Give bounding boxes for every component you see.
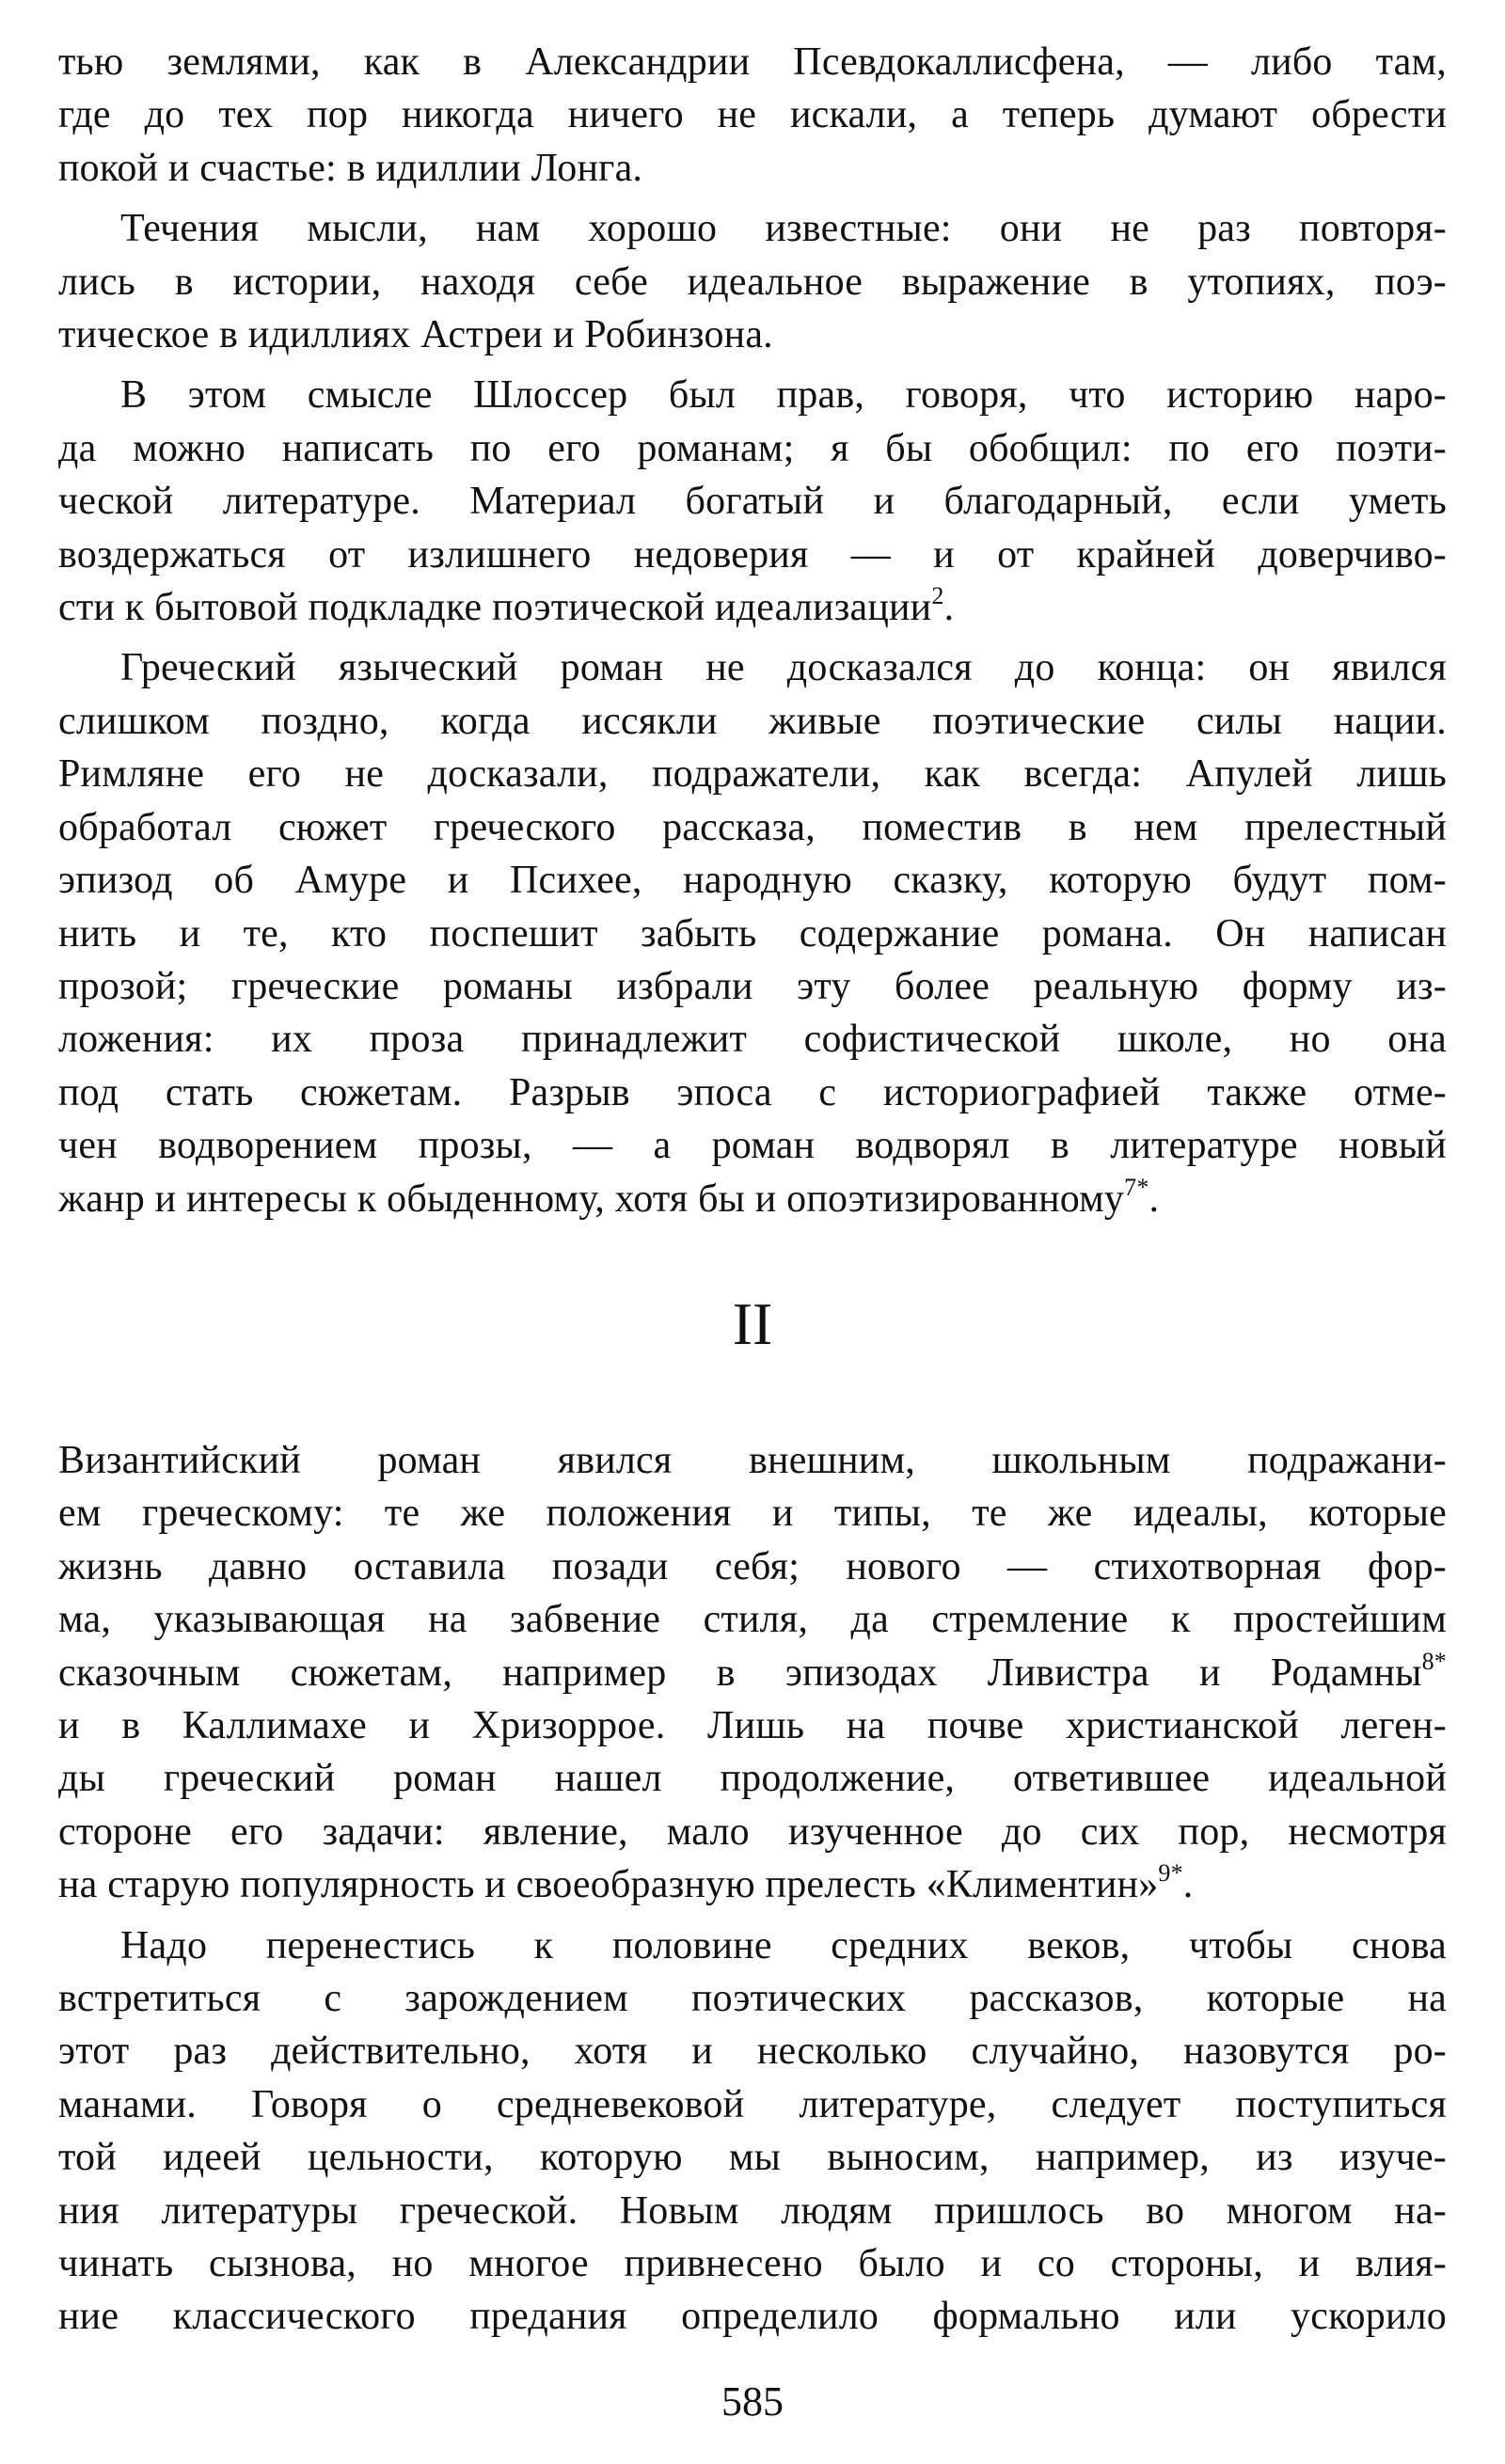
text-line-content: на старую популярность и своеобразную прелесть «Климентин» [58,1863,1159,1907]
text-line: воздержаться от излишнего недоверия — и от крайней доверчиво- [58,532,1447,577]
text-line: ние классического предания определило формально или ускорило [58,2295,1447,2339]
text-line-content: сказочным сюжетам, например в эпизодах Ливистра и Родамны [58,1651,1422,1695]
text-line: под стать сюжетам. Разрыв эпоса с историографией также отме- [58,1070,1447,1114]
text-line: да можно написать по его романам; я бы обобщил: по его поэти- [58,426,1447,470]
text-line: той идеей цельности, которую мы выносим, например, из изуче- [58,2136,1447,2180]
paragraph [58,36,1447,195]
text-line: ложения: их проза принадлежит софистической школе, но она [58,1018,1447,1062]
text-line: слишком поздно, когда иссякли живые поэтические силы нации. [58,699,1447,743]
text-line: манами. Говоря о средневековой литературе, следует поступиться [58,2082,1447,2126]
text-line [58,1858,1447,1911]
footnote-ref: 2 [931,582,944,610]
text-line: В этом смысле Шлоссер был прав, говоря, что историю наро- [120,373,1447,418]
punctuation: . [943,586,955,630]
page-number: 585 [721,2378,784,2425]
text-line: чен водворением прозы, — а роман водворял в литературе новый [58,1124,1447,1168]
text-line: Римляне его не досказали, подражатели, как всегда: Апулей лишь [58,752,1447,797]
text-line: встретиться с зарождением поэтических рассказов, которые на [58,1977,1447,2020]
text-line [58,1647,1447,1699]
text-line: нить и те, кто поспешит забыть содержание романа. Он написан [58,911,1447,956]
text-line: стороне его задачи: явление, мало изученное до сих пор, несмотря [58,1809,1447,1854]
text-line [58,581,1447,634]
page-body [58,36,1447,2351]
text-line: этот раз действительно, хотя и несколько случайно, назовутся ро- [58,2030,1447,2074]
punctuation: . [1182,1863,1194,1907]
text-line: обработал сюжет греческого рассказа, поместив в нем прелестный [58,805,1447,849]
text-line: и в Каллимахе и Хризоррое. Лишь на почве христианской леген- [58,1703,1447,1747]
paragraph [58,202,1447,361]
text-line: ем греческому: те же положения и типы, те же идеалы, которые [58,1492,1447,1536]
text-line: тическое в идиллиях Астреи и Робинзона. [58,313,773,357]
paragraph [58,1434,1447,1912]
text-line: ческой литературе. Материал богатый и благодарный, если уметь [58,480,1447,524]
paragraph [58,369,1447,634]
text-line [58,1173,1447,1225]
text-line: эпизод об Амуре и Психее, народную сказку, которую будут пом- [58,859,1447,903]
footnote-ref: 7* [1124,1173,1149,1201]
text-line: ма, указывающая на забвение стиля, да стремление к простейшим [58,1598,1447,1642]
text-line: Греческий языческий роман не досказался до конца: он явился [120,646,1447,690]
text-line: прозой; греческие романы избрали эту более реальную форму из- [58,964,1447,1008]
text-line: Течения мысли, нам хорошо известные: они не раз повторя- [120,207,1447,251]
text-line: где до тех пор никогда ничего не искали, а теперь думают обрести [58,93,1447,137]
text-line-content: жанр и интересы к обыденному, хотя бы и опоэтизированному [58,1177,1125,1221]
paragraph [58,641,1447,1224]
text-line: Надо перенестись к половине средних веков, чтобы снова [120,1923,1447,1967]
footnote-ref: 9* [1158,1859,1183,1887]
section-heading: II [732,1289,773,1357]
text-line-content: сти к бытовой подкладке поэтической идеализации [58,586,932,630]
text-line: лись в истории, находя себе идеальное выражение в утопиях, поэ- [58,260,1447,304]
text-line: покой и счастье: в идиллии Лонга. [58,146,643,190]
text-line: ния литературы греческой. Новым людям пришлось во многом на- [58,2188,1447,2233]
paragraph [58,1919,1447,2344]
text-line: тью землями, как в Александрии Псевдокаллисфена, — либо там, [58,40,1447,84]
footnote-ref: 8* [1421,1647,1447,1675]
punctuation: . [1149,1177,1160,1221]
text-line: чинать сызнова, но многое привнесено было и со стороны, и влия- [58,2242,1447,2286]
text-line: ды греческий роман нашел продолжение, ответившее идеальной [58,1757,1447,1801]
text-line: жизнь давно оставила позади себя; нового — стихотворная фор- [58,1544,1447,1588]
text-line: Византийский роман явился внешним, школьным подражани- [58,1438,1447,1482]
